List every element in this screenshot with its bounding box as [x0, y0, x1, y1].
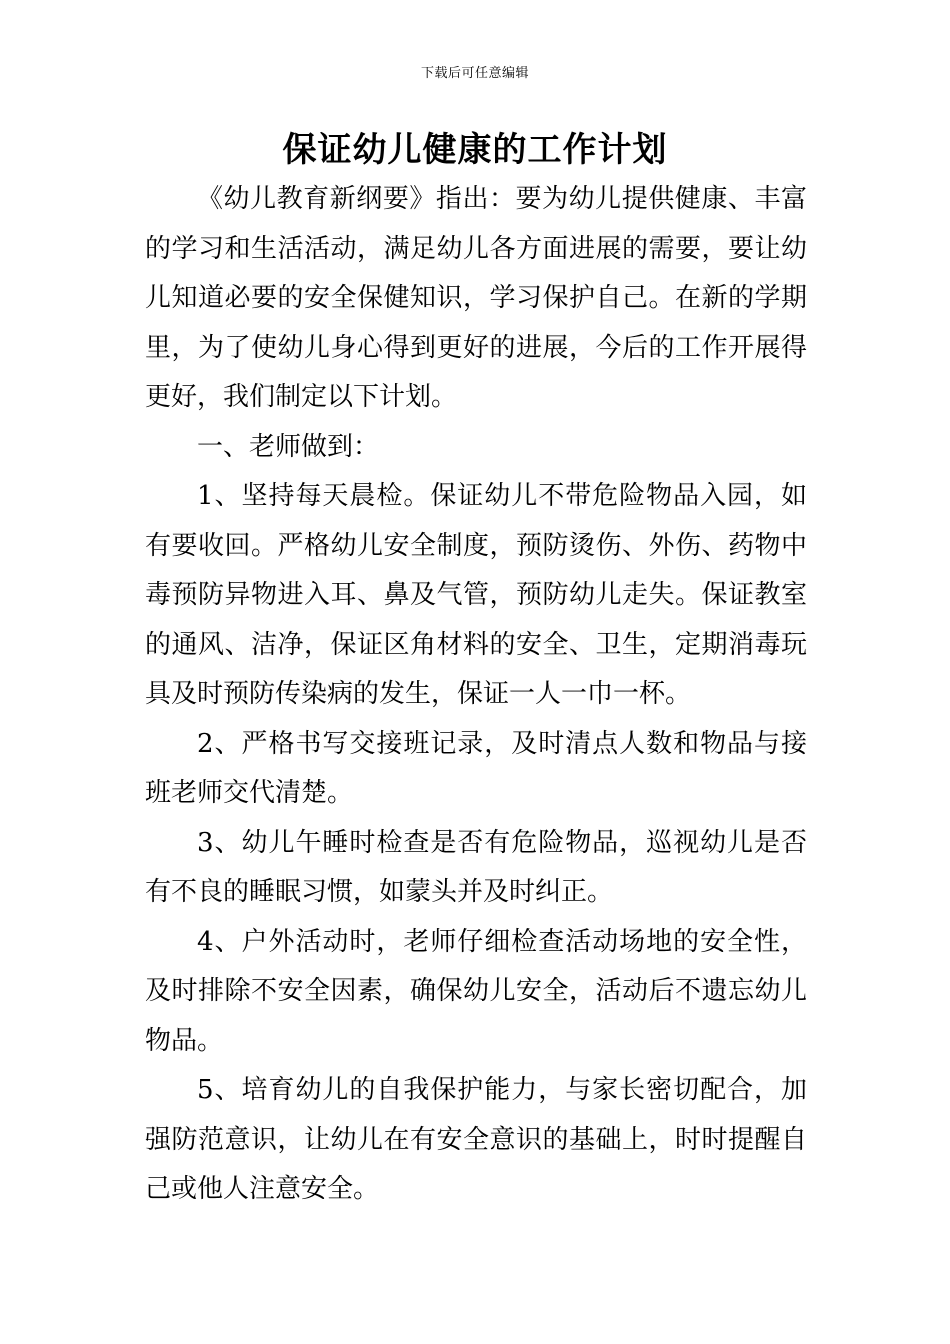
header-note: 下载后可任意编辑	[420, 66, 529, 81]
paragraph-item-4: 4、户外活动时，老师仔细检查活动场地的安全性，及时排除不安全因素，确保幼儿安全，活动后不遗忘幼儿物品。	[145, 926, 807, 1056]
document-body	[145, 175, 807, 1215]
document-title: 保证幼儿健康的工作计划	[282, 130, 668, 170]
section-heading-teachers: 一、老师做到：	[197, 431, 380, 462]
paragraph-intro: 《幼儿教育新纲要》指出：要为幼儿提供健康、丰富的学习和生活活动，满足幼儿各方面进展的需要，要让幼儿知道必要的安全保健知识，学习保护自己。在新的学期里，为了使幼儿身心得到更好的进展，今后的工作开展得更好，我们制定以下计划。	[145, 184, 807, 412]
paragraph-item-5: 5、培育幼儿的自我保护能力，与家长密切配合，加强防范意识，让幼儿在有安全意识的基础上，时时提醒自己或他人注意安全。	[145, 1075, 807, 1204]
paragraph-item-3: 3、幼儿午睡时检查是否有危险物品，巡视幼儿是否有不良的睡眠习惯，如蒙头并及时纠正。	[145, 827, 807, 907]
paragraph-item-1: 1、坚持每天晨检。保证幼儿不带危险物品入园，如有要收回。严格幼儿安全制度，预防烫伤、外伤、药物中毒预防异物进入耳、鼻及气管，预防幼儿走失。保证教室的通风、洁净，保证区角材料的安全、卫生，定期消毒玩具及时预防传染病的发生，保证一人一巾一杯。	[145, 481, 807, 709]
paragraph-item-2: 2、严格书写交接班记录，及时清点人数和物品与接班老师交代清楚。	[145, 728, 807, 808]
